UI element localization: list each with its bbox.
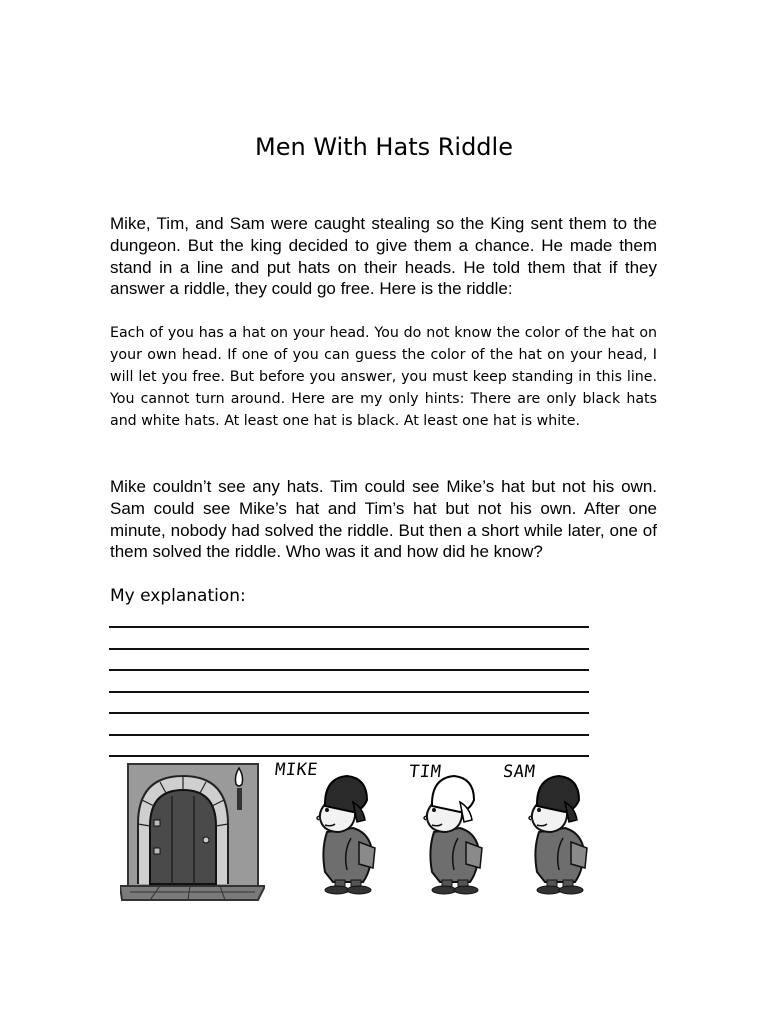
answer-line-1 bbox=[109, 626, 589, 628]
mike-figure-icon bbox=[313, 772, 388, 897]
illustration bbox=[115, 760, 605, 910]
answer-line-5 bbox=[109, 712, 589, 714]
name-label-mike: MIKE bbox=[273, 760, 320, 780]
tim-figure-icon bbox=[420, 772, 495, 897]
sam-figure-icon bbox=[525, 772, 600, 897]
explanation-label: My explanation: bbox=[110, 586, 246, 606]
name-label-tim: TIM bbox=[407, 762, 443, 782]
riddle-paragraph: Each of you has a hat on your head. You do not know the color of the hat on your own head. If one of you can guess the color of the hat on your head, I will let you free. But before you answer, you must keep standing in this line. You cannot turn around. Here are my only hints: There are only black hats and white hats. At least one hat is black. At least one hat is white. bbox=[110, 325, 657, 429]
answer-line-7 bbox=[109, 755, 589, 757]
answer-lines bbox=[109, 626, 589, 777]
answer-line-3 bbox=[109, 669, 589, 671]
answer-line-2 bbox=[109, 648, 589, 650]
intro-paragraph: Mike, Tim, and Sam were caught stealing so the King sent them to the dungeon. But the king decided to give them a chance. He made them stand in a line and put hats on their heads. He told them that if they answer a riddle, they could go free. Here is the riddle: bbox=[110, 214, 657, 299]
name-label-sam: SAM bbox=[501, 762, 537, 782]
answer-line-6 bbox=[109, 734, 589, 736]
dungeon-door-icon bbox=[120, 762, 265, 904]
answer-line-4 bbox=[109, 691, 589, 693]
situation-paragraph: Mike couldn’t see any hats. Tim could see Mike’s hat but not his own. Sam could see Mike’s hat and Tim’s hat but not his own. After one minute, nobody had solved the riddle. But then a short while later, one of them solved the riddle. Who was it and how did he know? bbox=[110, 477, 657, 562]
page-title: Men With Hats Riddle bbox=[255, 133, 513, 161]
